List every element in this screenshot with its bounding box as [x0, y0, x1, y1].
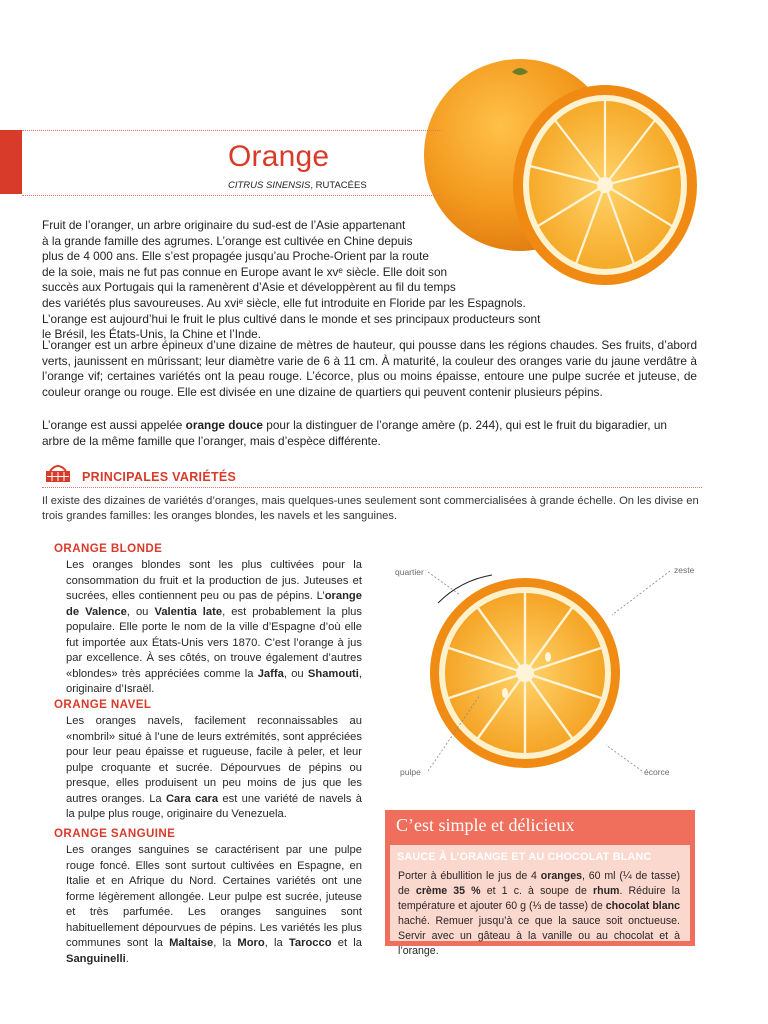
sanguine-text: Les oranges sanguines se caractérisent par une pulpe rouge foncé. Elles sont surtout cultivées en Espagne, en Italie et en Afrique du Nord. Certaines variétés ont une forme légèrement allongée. Leur pulpe est sucrée, juteuse et très parfumée. Les oranges sanguines sont habituellement dépourvues de pépins. Les variétés les plus communes sont la Maltaise, la Moro, la Tarocco et la Sanguinelli.: [66, 844, 362, 965]
recipe-text: Porter à ébullition le jus de 4 oranges, 60 ml (¼ de tasse) de crème 35 % et 1 c. à soupe de rhum. Réduire la température et ajouter 60 g (⅓ de tasse) de chocolat blanc haché. Remuer jusqu’à ce que la sauce soit onctueuse. Servir avec un gâteau à la vanille ou au chocolat et à l’orange.: [398, 870, 681, 957]
recipe-title: SAUCE À L’ORANGE ET AU CHOCOLAT BLANC: [397, 851, 652, 863]
sweet-orange-paragraph: L’orange est aussi appelée orange douce pour la distinguer de l’orange amère (p. 244), qui est le fruit du bigaradier, un arbre de la même famille que l’oranger, mais d’espèce différente.: [42, 418, 667, 448]
varieties-heading: PRINCIPALES VARIÉTÉS: [82, 470, 237, 484]
orange-cross-section-diagram: [380, 555, 700, 790]
blonde-text: Les oranges blondes sont les plus cultivées pour la consommation du fruit et la production de jus. Juteuses et sucrées, elles contiennent peu ou pas de pépins. L’orange de Valence, ou Valentia late, est probablement la plus populaire. Elle porte le nom de la ville d’Espagne d’où elle fut importée aux États-Unis vers 1870. C’est l’orange à jus par excellence. À ses côtés, on trouve également d’autres «blondes» très appréciées comme la Jaffa, ou Shamouti, originaire d’Israël.: [66, 559, 362, 695]
navel-heading: ORANGE NAVEL: [54, 698, 152, 711]
label-pulpe: pulpe: [400, 767, 421, 777]
varieties-intro: Il existe des dizaines de variétés d’oranges, mais quelques-unes seulement sont commercialisées à grande échelle. On les divise en trois grandes familles: les oranges blondes, les navels et les sanguines.: [42, 495, 699, 523]
label-zeste: zeste: [674, 565, 695, 575]
navel-text: Les oranges navels, facilement reconnaissables au «nombril» situé à l’une de leurs extrémités, sont appréciées pour leur peau épaisse et rugueuse, facile à peler, et leur pulpe croquante et sucrée. Dépourvues de pépins ou presque, elles produisent un peu moins de jus que les autres oranges. La Cara cara est une variété de navels à la pulpe plus rouge, originaire du Venezuela.: [66, 715, 362, 820]
description-paragraph: L’oranger est un arbre épineux d’une dizaine de mètres de hauteur, qui pousse dans les régions chaudes. Ses fruits, d’abord verts, jaunissent en mûrissant; leur diamètre varie de 6 à 11 cm. À maturité, la couleur des oranges varie du jaune verdâtre à l’orange vif; certaines variétés ont la peau rouge. L’écorce, plus ou moins épaisse, entoure une pulpe sucrée et juteuse, de couleur orange ou rouge. Elle est divisée en une dizaine de quartiers qui peuvent contenir plusieurs pépins.: [42, 338, 697, 399]
sanguine-heading: ORANGE SANGUINE: [54, 827, 176, 840]
basket-icon: [44, 462, 72, 484]
intro-paragraph: Fruit de l’oranger, un arbre originaire du sud-est de l’Asie appartenant à la grande famille des agrumes. L’orange est cultivée en Chine depuis plus de 4 000 ans. Elle s’est propagée jusqu’au Proche-Orient par la route de la soie, mais ne fut pas connue en Europe avant le xvᵉ siècle. Elle doit son succès aux Portugais qui la ramenèrent d’Asie et développèrent au fil du temps des variétés plus savoureuses. Au xviᵉ siècle, elle fut introduite en Floride par les Espagnols. L’orange est aujourd’hui le fruit le plus cultivé dans le monde et ses principaux producteurs sont le Brésil, les États-Unis, la Chine et l’Inde.: [42, 218, 541, 342]
label-ecorce: écorce: [644, 767, 670, 777]
label-quartier: quartier: [395, 567, 424, 577]
page-title: Orange: [228, 140, 330, 173]
section-marker: [0, 130, 22, 194]
recipe-box-title: C’est simple et délicieux: [396, 815, 575, 835]
divider: [42, 487, 702, 488]
scientific-name: CITRUS SINENSIS, RUTACÉES: [228, 180, 367, 191]
blonde-heading: ORANGE BLONDE: [54, 542, 163, 555]
